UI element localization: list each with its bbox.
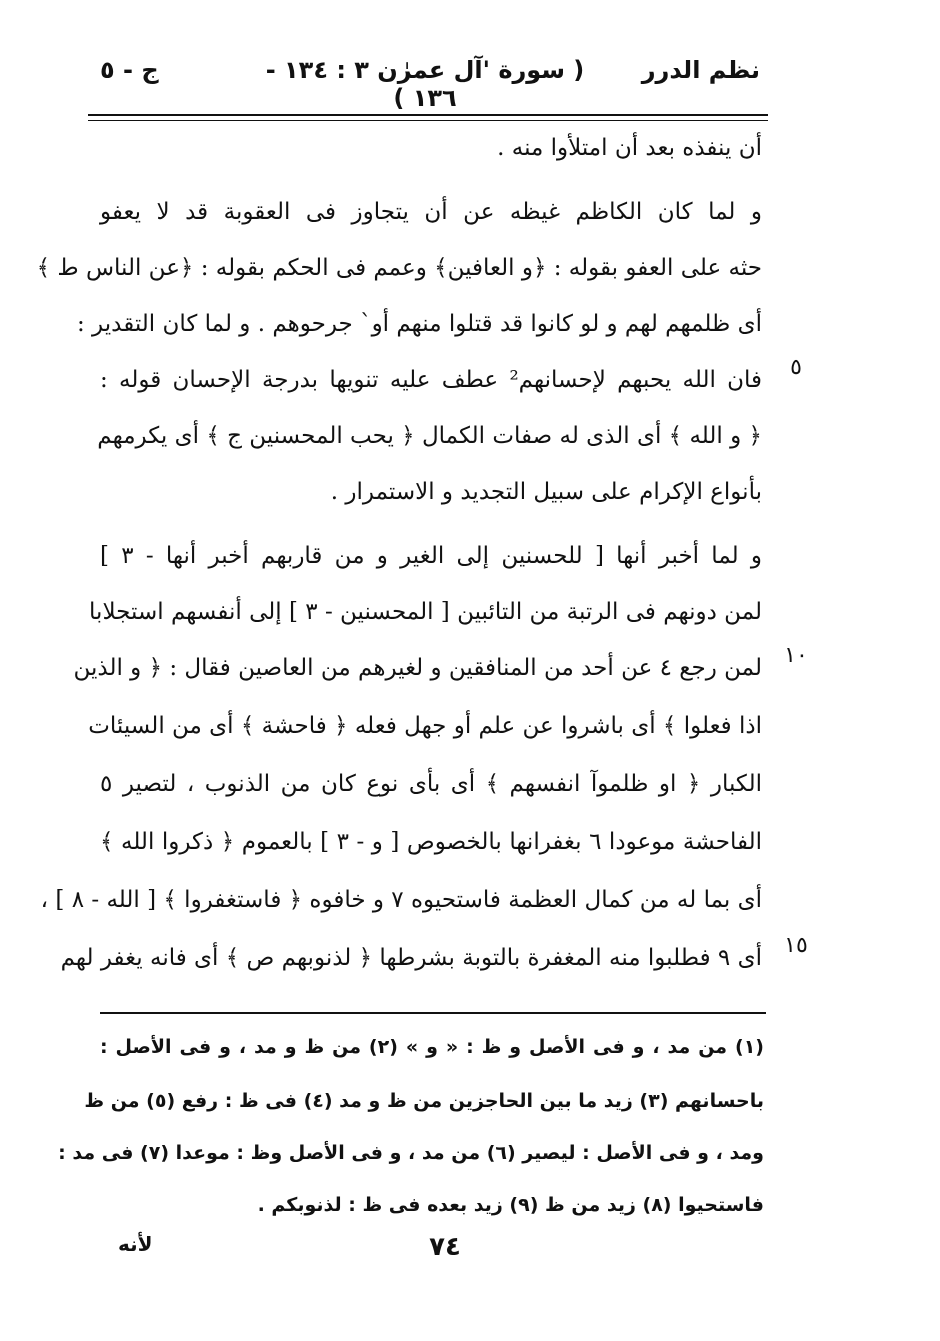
text-line: الفاحشة موعودا ٦ بغفرانها بالخصوص [ و - ٣ ] بالعموم ﴿ ذكروا الله ﴾: [100, 829, 762, 855]
text-line: حثه على العفو بقوله : ﴿و العافين﴾ وعمم فى الحكم بقوله : ﴿عن الناس ط ﴾: [36, 255, 762, 281]
footnote-line: فاستحيوا (٨) زيد من ظ (٩) زيد بعده فى ظ : لذنوبكم .: [257, 1194, 764, 1216]
text-line: أى ظلمهم لهم و لو كانوا قد قتلوا منهم أو` جرحوهم . و لما كان التقدير :: [76, 311, 762, 337]
text-line: لمن رجع ٤ عن أحد من المنافقين و لغيرهم من العاصين فقال : ﴿ و الذين: [73, 655, 762, 681]
footnote-line: (١) من مد ، و فى الأصل و ظ : « و » (٢) من ظ و مد ، و فى الأصل :: [100, 1036, 764, 1058]
text-line: أى ٩ فطلبوا منه المغفرة بالتوبة بشرطها ﴿ لذنوبهم ص ﴾ أى فانه يغفر لهم: [60, 945, 762, 971]
page-number: ٧٤: [429, 1232, 461, 1262]
text-line: و لما كان الكاظم غيظه عن أن يتجاوز فى العقوبة قد لا يعفو: [100, 199, 762, 225]
volume-label: ج - ٥: [100, 56, 159, 84]
header-rule: [88, 114, 768, 116]
text-line: بأنواع الإكرام على سبيل التجديد و الاستمرار .: [330, 479, 762, 505]
line-number-5: ٥: [790, 355, 802, 380]
text-line: الكبار ﴿ او ظلموآ انفسهم ﴾ أى بأى نوع كان من الذنوب ، لتصير ٥: [100, 771, 762, 797]
text-line: اذا فعلوا ﴾ أى باشروا عن علم أو جهل فعله ﴿ فاحشة ﴾ أى من السيئات: [88, 713, 762, 739]
catchword: لأنه: [118, 1232, 153, 1256]
line-number-15: ١٥: [784, 933, 808, 958]
text-line: أى بما له من كمال العظمة فاستحيوه ٧ و خافوه ﴿ فاستغفروا ﴾ [ الله - ٨ ] ،: [40, 887, 762, 913]
book-title: نظم الدرر: [641, 56, 760, 84]
text-line: و لما أخبر أنها [ للحسنين إلى الغير و من قاربهم أخبر أنها - ٣ ]: [100, 543, 762, 569]
footnote-rule: [100, 1012, 766, 1014]
text-line: أن ينفذه بعد أن امتلأوا منه .: [497, 135, 762, 161]
surah-reference: ( سورة 'آل عمرٰن ٣ : ١٣٤ - ١٣٦ ): [265, 56, 585, 112]
footnote-line: ومد ، و فى الأصل : ليصير (٦) من مد ، و فى الأصل وظ : موعدا (٧) فى مد :: [58, 1142, 764, 1164]
running-header: [100, 56, 760, 112]
text-line: فان الله يحبهم لإحسانهم² عطف عليه تنويها بدرجة الإحسان قوله :: [100, 367, 763, 393]
text-line: لمن دونهم فى الرتبة من التائبين [ المحسنين - ٣ ] إلى أنفسهم استجلابا: [89, 599, 762, 625]
footnote-line: باحسانهم (٣) زيد ما بين الحاجزين من ظ و مد (٤) فى ظ : رفع (٥) من ظ: [84, 1090, 764, 1112]
text-line: ﴿ و الله ﴾ أى الذى له صفات الكمال ﴿ يحب المحسنين ج ﴾ أى يكرمهم: [97, 423, 762, 449]
line-number-10: ١٠: [784, 643, 808, 668]
